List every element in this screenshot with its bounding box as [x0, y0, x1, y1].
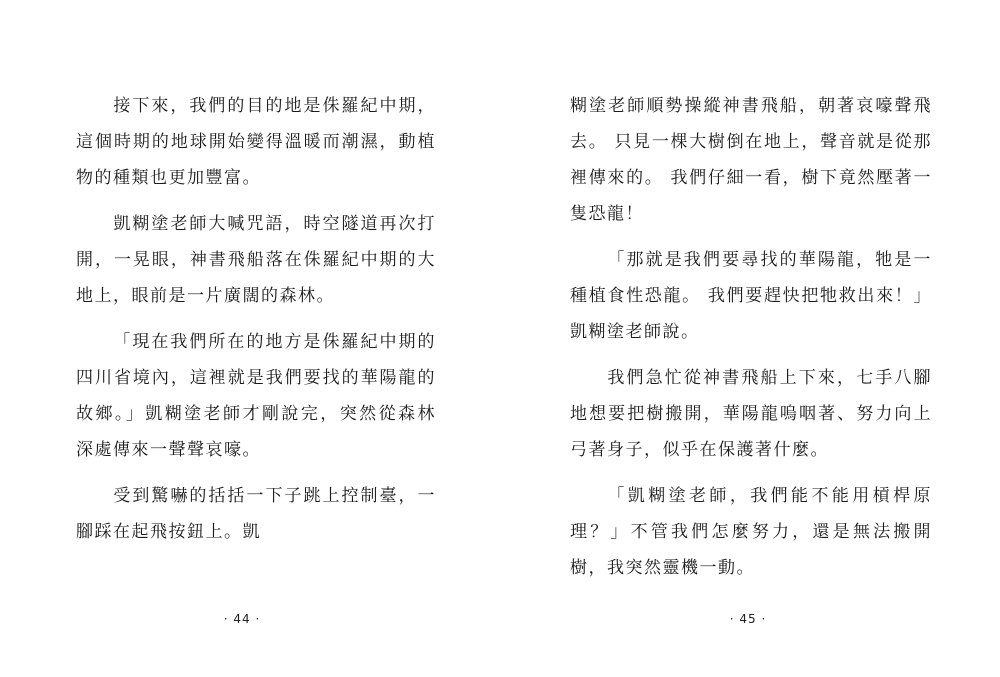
paragraph: 我們急忙從神書飛船上下來，七手八腳地想要把樹搬開，華陽龍嗚咽著、努力向上弓著身子，似乎在保護著什麼。 [570, 368, 932, 460]
paragraph: 「現在我們所在的地方是侏羅紀中期的四川省境內，這裡就是我們要找的華陽龍的故鄉。」凱糊塗老師才剛說完，突然從森林深處傳來一聲聲哀嚎。 [76, 332, 436, 460]
paragraph: 「凱糊塗老師，我們能不能用槓桿原理？」不管我們怎麼努力，還是無法搬開樹，我突然靈機一動。 [570, 486, 932, 578]
right-page-text [570, 88, 932, 596]
paragraph: 接下來，我們的目的地是侏羅紀中期，這個時期的地球開始變得溫暖而潮濕，動植物的種類也更加豐富。 [76, 96, 436, 188]
left-page-text [76, 88, 436, 560]
right-page [500, 0, 1000, 677]
page-number: · 44 · [223, 612, 261, 626]
page-number: · 45 · [729, 612, 767, 626]
paragraph: 凱糊塗老師大喊咒語，時空隧道再次打開，一晃眼，神書飛船落在侏羅紀中期的大地上，眼前是一片廣闊的森林。 [76, 214, 436, 306]
paragraph: 「那就是我們要尋找的華陽龍，牠是一種植食性恐龍。 我們要趕快把牠救出來！」凱糊塗老師說。 [570, 250, 932, 342]
paragraph: 受到驚嚇的括括一下子跳上控制臺，一腳踩在起飛按鈕上。凱 [76, 486, 436, 542]
paragraph: 糊塗老師順勢操縱神書飛船，朝著哀嚎聲飛去。 只見一棵大樹倒在地上，聲音就是從那裡傳來的。 我們仔細一看，樹下竟然壓著一隻恐龍！ [570, 96, 932, 224]
